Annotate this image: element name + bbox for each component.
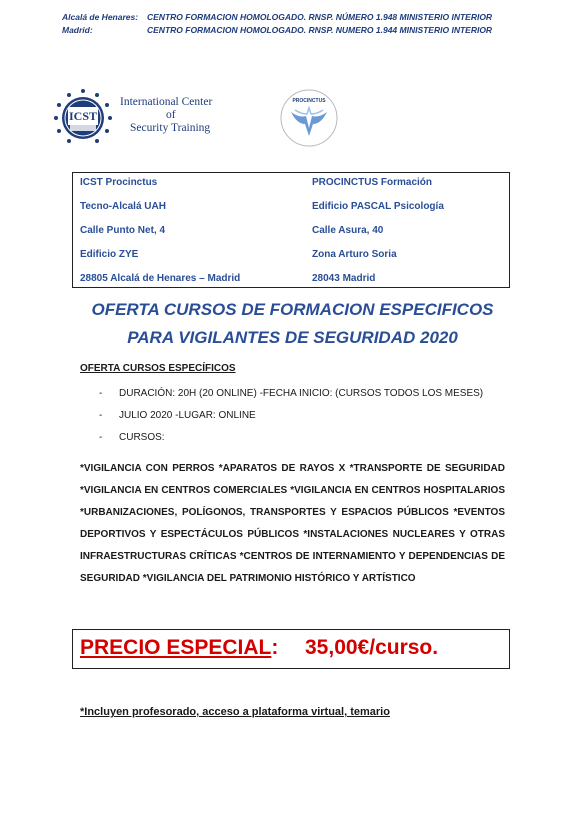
address-line: ICST Procinctus bbox=[80, 177, 158, 188]
courses-list: *VIGILANCIA CON PERROS *APARATOS DE RAYOS X *TRANSPORTE DE SEGURIDAD *VIGILANCIA EN CENTROS COMERCIALES *VIGILANCIA EN CENTROS HOSPITALARIOS *URBANIZACIONES, POLÍGONOS, TRANSPORTES Y ESPACIOS PÚBLICOS *EVENTOS DEPORTIVOS Y ESPECTÁCULOS PÚBLICOS *INSTALACIONES NUCLEARES Y OTRAS INFRAESTRUCTURAS CRÍTICAS *CENTROS DE INTERNAMIENTO Y DEPENDENCIAS DE SEGURIDAD *VIGILANCIA DEL PATRIMONIO HISTÓRICO Y ARTÍSTICO bbox=[80, 463, 505, 584]
address-line: Calle Punto Net, 4 bbox=[80, 225, 166, 236]
procinctus-logo bbox=[279, 88, 339, 148]
page-title-line2: PARA VIGILANTES DE SEGURIDAD 2020 bbox=[127, 328, 458, 347]
address-line: Calle Asura, 40 bbox=[312, 225, 384, 236]
header-row-madrid bbox=[62, 25, 542, 37]
address-box bbox=[72, 172, 510, 288]
bullet-dash: - bbox=[99, 432, 103, 443]
eagle-emblem-icon bbox=[279, 88, 339, 148]
address-line: Tecno-Alcalá UAH bbox=[80, 201, 166, 212]
icst-logo bbox=[50, 85, 116, 151]
icst-text-line: International Center bbox=[120, 96, 213, 108]
address-line: 28805 Alcalá de Henares – Madrid bbox=[80, 273, 241, 284]
address-left bbox=[80, 177, 240, 297]
page-title-line1: OFERTA CURSOS DE FORMACION ESPECIFICOS bbox=[91, 300, 494, 319]
procinctus-badge-text: PROCINCTUS bbox=[292, 98, 326, 104]
address-line: 28043 Madrid bbox=[312, 273, 376, 284]
price-label-text: PRECIO ESPECIAL bbox=[80, 636, 272, 659]
offer-subtitle: OFERTA CURSOS ESPECÍFICOS bbox=[80, 363, 236, 374]
address-right bbox=[312, 177, 444, 297]
icst-text-line: Security Training bbox=[130, 122, 211, 134]
address-line: Edificio PASCAL Psicología bbox=[312, 201, 444, 212]
bullet-dash: - bbox=[99, 410, 103, 421]
bullet-dash: - bbox=[99, 388, 103, 399]
bullet-text: CURSOS: bbox=[119, 432, 165, 443]
header-label: Alcalá de Henares: bbox=[62, 12, 139, 22]
icst-text-line: of bbox=[166, 109, 176, 121]
header-label: Madrid: bbox=[62, 25, 93, 35]
footer-note: *Incluyen profesorado, acceso a plataforma virtual, temario bbox=[80, 706, 390, 718]
price-colon: : bbox=[271, 636, 279, 659]
address-line: PROCINCTUS Formación bbox=[312, 177, 433, 188]
header-text: CENTRO FORMACION HOMOLOGADO. RNSP. NUMERO 1.944 MINISTERIO INTERIOR bbox=[147, 25, 493, 35]
price-box bbox=[72, 629, 510, 669]
header-row-alcala bbox=[62, 12, 542, 24]
address-line: Edificio ZYE bbox=[80, 249, 139, 260]
icst-badge-text: ICST bbox=[68, 109, 97, 123]
header-text: CENTRO FORMACION HOMOLOGADO. RNSP. NÚMERO 1.948 MINISTERIO INTERIOR bbox=[147, 12, 493, 22]
icst-logo-text bbox=[120, 96, 212, 135]
bullet-text: DURACIÓN: 20H (20 ONLINE) -FECHA INICIO: (CURSOS TODOS LOS MESES) bbox=[119, 388, 484, 399]
bullet-text: JULIO 2020 -LUGAR: ONLINE bbox=[119, 410, 256, 421]
address-line: Zona Arturo Soria bbox=[312, 249, 397, 260]
price-label bbox=[80, 636, 278, 660]
price-value: 35,00€/curso. bbox=[305, 636, 439, 659]
